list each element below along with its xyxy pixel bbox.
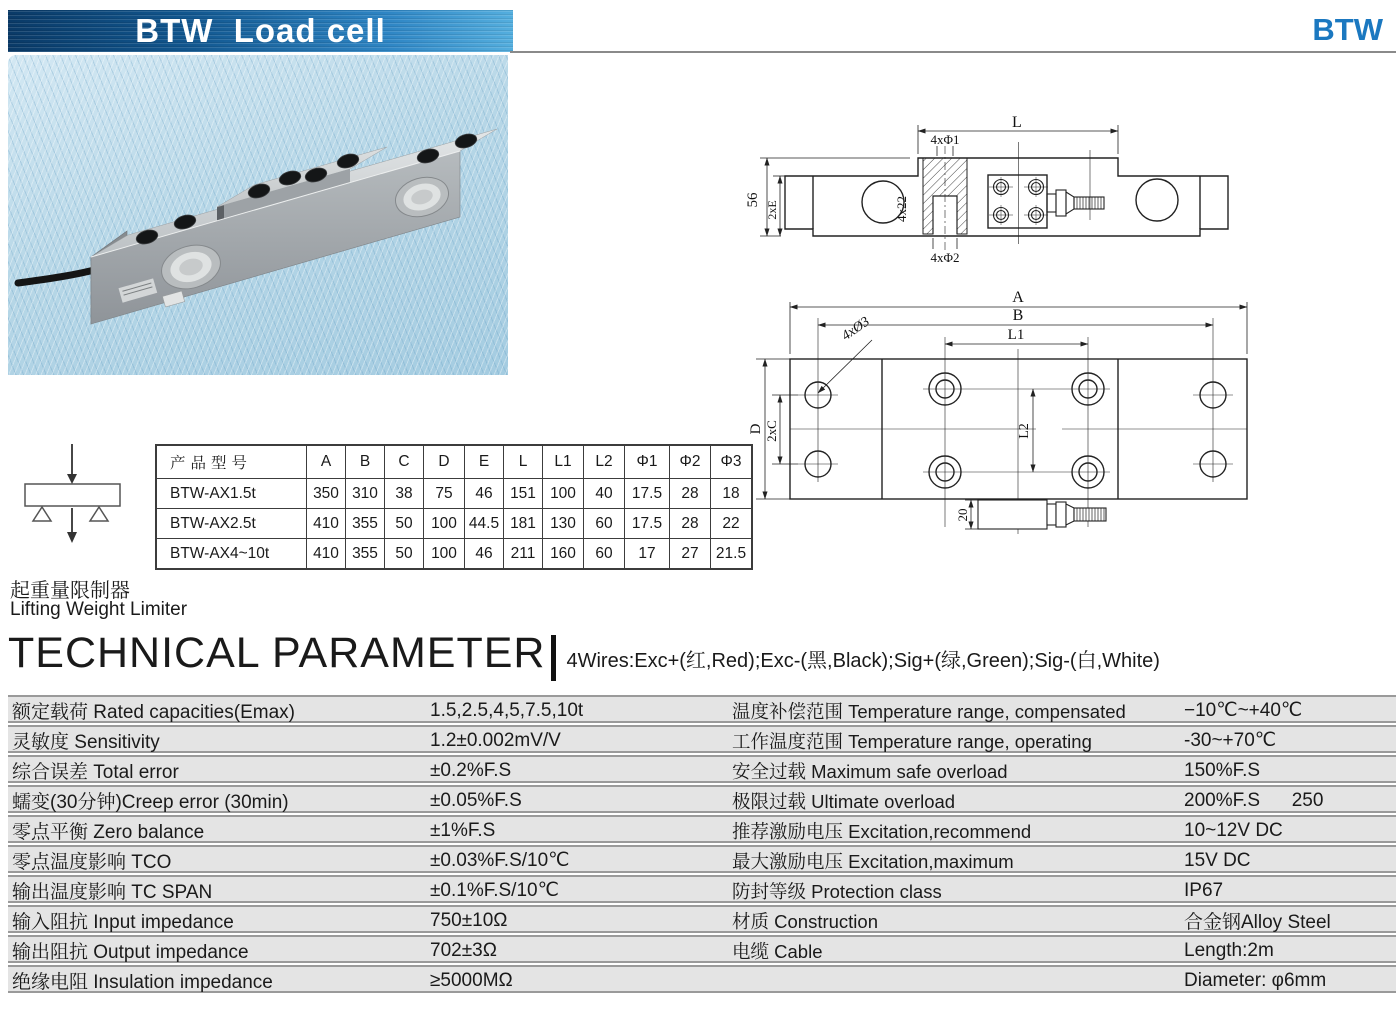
dim-label-L1: L1 [1007,327,1025,343]
section-title: TECHNICAL PARAMETER [8,628,546,677]
param-value: 合金钢Alloy Steel [1184,912,1331,933]
dim-cell: 100 [424,509,465,539]
dim-cell: 181 [504,509,543,539]
dim-label-D: D [748,423,764,435]
technical-parameter-header [8,630,1160,676]
parameter-row [8,965,1396,993]
param-label: 工作温度范围 Temperature range, operating [732,730,1092,752]
dim-cell: 27 [670,539,711,570]
dim-header-A: A [307,445,346,479]
dim-cell: 50 [385,509,424,539]
dim-label-20: 20 [955,508,970,522]
dim-header-L: L [504,445,543,479]
param-label: 蠕变(30分钟)Creep error (30min) [12,792,289,813]
dim-cell: 21.5 [711,539,753,570]
dim-cell: 38 [385,479,424,509]
dim-cell: 28 [670,509,711,539]
parameter-row [8,875,1396,903]
parameter-row [8,905,1396,933]
dimensions-table [155,444,753,570]
dim-label-B: B [1012,307,1024,324]
wiring-note: 4Wires:Exc+(红,Red);Exc-(黑,Black);Sig+(绿,Green);Sig-(白,White) [566,650,1160,672]
parameter-row [8,845,1396,873]
dim-header-D: D [424,445,465,479]
subtitle-english: Lifting Weight Limiter [10,599,188,620]
dim-header-model: 产品型号 [156,445,307,479]
dim-cell: 22 [711,509,753,539]
load-direction-diagram [15,438,135,550]
param-label: 额定载荷 Rated capacities(Emax) [12,702,295,723]
param-label: 材质 Construction [732,910,878,932]
top-view-drawing [740,282,1400,560]
param-label: 零点温度影响 TCO [12,852,172,873]
dim-cell: 310 [346,479,385,509]
dim-label-2xC: 2xC [764,420,779,442]
dim-cell: 40 [584,479,625,509]
dim-header-C: C [385,445,424,479]
dim-label-4xo3: 4xØ3 [839,314,873,344]
param-value: Length:2m [1184,939,1274,961]
dim-header-L1: L1 [543,445,584,479]
dim-table-row [156,539,752,570]
dim-cell: 18 [711,479,753,509]
param-label: 灵敏度 Sensitivity [12,732,160,753]
param-label: 推荐激励电压 Excitation,recommend [732,820,1032,842]
dim-label-A: A [1012,289,1024,306]
param-value: 702±3Ω [430,939,497,961]
dim-header-B: B [346,445,385,479]
param-label: 极限过载 Ultimate overload [732,790,956,812]
param-value: 750±10Ω [430,909,508,931]
param-value: Diameter: φ6mm [1184,969,1327,991]
param-value: 1.2±0.002mV/V [430,729,561,751]
parameter-table [8,695,1396,995]
param-label: 防封等级 Protection class [732,880,942,902]
dim-cell: 151 [504,479,543,509]
dim-cell: 46 [465,479,504,509]
header-banner [8,10,513,52]
brand-logo-text: BTW [1312,12,1383,47]
dim-header-phi2: Φ2 [670,445,711,479]
dim-cell: 160 [543,539,584,570]
title-divider [551,635,556,681]
dim-cell: 410 [307,509,346,539]
cable-connector [1047,190,1104,216]
dim-cell: 17.5 [625,479,670,509]
parameter-row [8,935,1396,963]
param-label: 输出温度影响 TC SPAN [12,882,213,903]
dim-cell: 410 [307,539,346,570]
dim-cell: 60 [584,509,625,539]
dim-cell: 355 [346,509,385,539]
param-label: 综合误差 Total error [12,762,179,783]
dim-cell: 46 [465,539,504,570]
param-value: 150%F.S [1184,759,1261,781]
dim-cell: 350 [307,479,346,509]
dim-label-56: 56 [745,192,761,208]
dim-table-row [156,509,752,539]
dim-header-phi3: Φ3 [711,445,753,479]
dim-cell: 50 [385,539,424,570]
dim-label-4xphi1: 4xΦ1 [930,132,960,147]
param-value: 1.5,2.5,4,5,7.5,10t [430,699,584,721]
product-photo [8,55,508,375]
param-value: 10~12V DC [1184,819,1283,841]
dim-header-phi1: Φ1 [625,445,670,479]
param-value: −10℃~+40℃ [1184,700,1303,721]
param-value: ±0.03%F.S/10℃ [430,850,570,871]
dim-cell: 17.5 [625,509,670,539]
dim-label-4x22: 4x22 [894,196,909,222]
param-value: ±0.2%F.S [430,759,512,781]
parameter-row [8,785,1396,813]
param-label: 零点平衡 Zero balance [12,822,205,843]
subtitle-chinese: 起重量限制器 [10,580,130,602]
param-value: ±0.05%F.S [430,789,522,811]
dim-cell: 44.5 [465,509,504,539]
param-value: -30~+70℃ [1184,730,1277,751]
param-label: 输出阻抗 Output impedance [12,942,249,963]
dim-header-L2: L2 [584,445,625,479]
parameter-row [8,815,1396,843]
dim-cell: 60 [584,539,625,570]
dim-cell: 75 [424,479,465,509]
param-value: 200%F.S 250 [1184,789,1324,811]
param-value: ±0.1%F.S/10℃ [430,880,559,901]
dim-cell: 28 [670,479,711,509]
dim-cell: 17 [625,539,670,570]
dim-cell: 211 [504,539,543,570]
param-label: 安全过载 Maximum safe overload [732,760,1008,782]
param-label: 最大激励电压 Excitation,maximum [732,850,1014,872]
parameter-row [8,695,1396,723]
dim-cell: BTW-AX1.5t [156,479,307,509]
dim-label-L2: L2 [1017,423,1032,439]
dim-label-4xphi2: 4xΦ2 [930,250,960,265]
dim-header-E: E [465,445,504,479]
dim-cell: 100 [424,539,465,570]
dim-cell: 100 [543,479,584,509]
param-label: 输入阻抗 Input impedance [12,912,234,933]
dim-cell: 130 [543,509,584,539]
cable [18,269,98,283]
dim-label-L: L [1012,114,1022,131]
param-value: 15V DC [1184,849,1251,871]
param-label: 电缆 Cable [732,940,823,962]
dim-table-row [156,479,752,509]
dim-cell: BTW-AX4~10t [156,539,307,570]
dim-cell: BTW-AX2.5t [156,509,307,539]
dim-cell: 355 [346,539,385,570]
side-view-drawing [740,98,1400,288]
param-value: ≥5000MΩ [430,969,513,991]
dim-label-2xE: 2xE [765,200,779,220]
dim-table-header-row [156,445,752,479]
param-value: ±1%F.S [430,819,496,841]
cable-connector-top [978,500,1106,529]
page-title: BTW Load cell [135,12,386,49]
parameter-row [8,725,1396,753]
header-divider [510,51,1396,53]
param-label: 绝缘电阻 Insulation impedance [12,972,273,993]
load-cell-image [8,55,508,375]
param-value: IP67 [1184,879,1224,901]
param-label: 温度补偿范围 Temperature range, compensated [732,700,1126,722]
parameter-row [8,755,1396,783]
